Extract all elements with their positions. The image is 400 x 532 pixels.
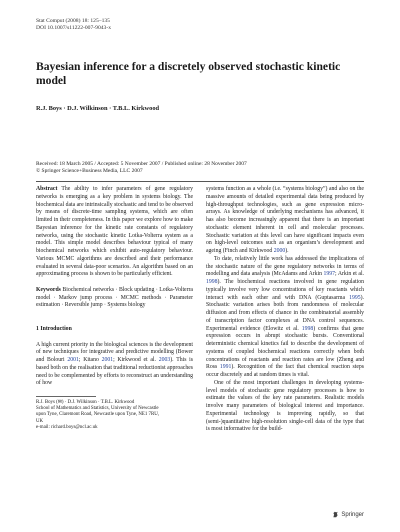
doi: DOI 10.1007/s11222-007-9043-x (36, 25, 111, 31)
citation-link[interactable]: 1991 (219, 364, 232, 371)
footnote-divider (36, 396, 96, 397)
citation-link[interactable]: 1995 (349, 294, 361, 301)
abstract (36, 186, 193, 279)
citation-link[interactable]: 2001 (101, 357, 114, 363)
author-list: R.J. Boys · D.J. Wilkinson · T.B.L. Kirkwood (36, 105, 160, 112)
received-line: Received: 18 March 2005 / Accepted: 5 November 2007 / Published online: 28 November 2007 (36, 161, 247, 167)
copyright-line: © Springer Science+Business Media, LLC 2007 (36, 168, 143, 174)
abstract-text: The ability to infer parameters of gene regulatory networks is emerging as a key problem in systems biology. The biochemical data are intrinsically stochastic and tend to be observed by means of discrete-time sampling systems, which are often limited in their completeness. In this paper we explore how to make Bayesian inference for the kinetic rate constants of regulatory networks, using the stochastic kinetic Lotka-Volterra system as a model. This simple model describes behaviour typical of many biochemical networks which exhibit auto-regulatory behaviour. Various MCMC algorithms are described and their performance evaluated in several data-poor scenarios. An algorithm based on an approximating process is shown to be particularly efficient. (36, 186, 194, 278)
section-heading-introduction: 1 Introduction (36, 326, 72, 332)
citation-link[interactable]: 2003 (158, 357, 171, 363)
publisher-name: Springer (341, 511, 364, 518)
publication-dates (36, 161, 247, 175)
affiliation-footnote (36, 400, 193, 431)
keywords-text: Biochemical networks · Block updating · Lotka-Volterra model · Markov jump process · MCMC methods · Parameter estimation · Reversible jump · Systems biology (36, 286, 193, 309)
body-paragraph: To date, relatively little work has addressed the implications of the stochastic nature of the gene regulatory networks in terms of modelling and data analysis (McAdams and Arkin 1997; Arkin et al. 1998). The biochemical reactions involved in gene regulation typically involve very low concentrations of key reactants which interact with each other and with DNA (Guptasarma 1995). Stochastic variation arises both from randomness of molecular diffusion and from effects of chance in the combinatorial assembly of transcription factor complexes at DNA control sequences. Experimental evidence (Elowitz et al. 1998) confirms that gene expression occurs in abrupt stochastic bursts. Conventional deterministic chemical kinetics fail to describe the development of systems of coupled biochemical reactions correctly when both concentrations of reactants and reaction rates are low (Zheng and Ross 1991). Recognition of the fact that chemical reaction steps occur discretely and at random times is vital. (206, 255, 365, 378)
paper-title: Bayesian inference for a discretely observed stochastic kinetic model (36, 60, 341, 87)
header-rule (36, 181, 364, 182)
right-column (206, 186, 364, 434)
body-paragraph: systems function as a whole (i.e. “systems biology”) and also on the massive amounts of detailed experimental data being produced by high-throughput technologies, such as gene expression micro-arrays. As knowledge of underlying mechanisms has advanced, it has also become increasingly apparent that there is an important stochastic element inherent in cell and molecular processes. Stochastic variation at this level can have significant impacts even on high-level outcomes such as an organism’s development and ageing (Finch and Kirkwood 2000). (206, 186, 364, 254)
keywords (36, 287, 193, 310)
contact-email[interactable]: e-mail: richard.boys@ncl.ac.uk (36, 424, 98, 430)
citation-link[interactable]: 1998 (301, 325, 314, 332)
intro-paragraph: A high current priority in the biological sciences is the development of new techniques for integrative and predictive modelling (Bower and Bolouri 2001; Kitano 2001; Kirkwood et al. 2003). This is based both on the realisation that traditional reductionist approaches need to be complemented by efforts to reconstruct an understanding of how (36, 341, 194, 387)
affiliation-line: School of Mathematics and Statistics, University of Newcastle (36, 406, 159, 412)
keywords-label: Keywords (36, 286, 61, 293)
left-column (36, 186, 193, 431)
affiliation-line: UK (36, 418, 44, 424)
citation-link[interactable]: 1998 (206, 279, 218, 285)
affiliation-line: upon Tyne, Claremont Road, Newcastle upon Tyne, NE1 7RU, (36, 412, 160, 418)
citation-link[interactable]: 1997 (323, 271, 336, 278)
citation-link[interactable]: 2001 (67, 357, 79, 363)
abstract-label: Abstract (36, 186, 58, 192)
affiliation-names: R.J. Boys (✉) · D.J. Wilkinson · T.B.L. Kirkwood (36, 400, 135, 405)
body-paragraph: One of the most important challenges in developing systems-level models of stochastic gene regulatory processes is how to estimate the values of the key rate parameters. Realistic models involve many parameters of biological interest and importance. Experimental technology is improving rapidly, so that (semi-)quantitative high-resolution single-cell data of the type that is most informative for the build- (206, 379, 364, 433)
journal-header (36, 18, 111, 32)
citation-link[interactable]: 2000 (273, 248, 286, 254)
publisher-logo (332, 511, 364, 518)
springer-horse-icon (332, 511, 339, 518)
journal-citation: Stat Comput (2008) 18: 125–135 (36, 18, 110, 24)
